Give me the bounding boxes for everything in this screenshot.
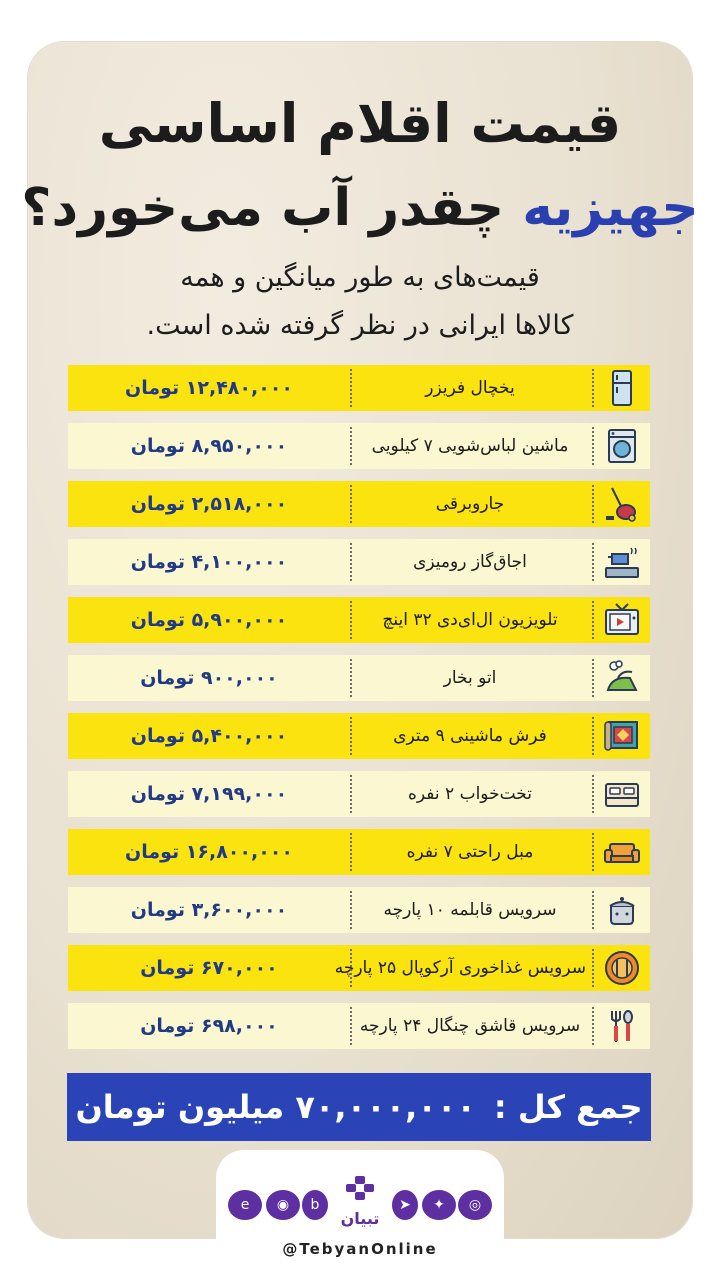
item-name: سرویس قاشق چنگال ۲۴ پارچه — [359, 1016, 581, 1036]
row-separator — [350, 1007, 352, 1045]
price-row — [68, 365, 650, 411]
row-separator — [350, 601, 352, 639]
washing-machine-icon — [602, 426, 642, 466]
dinner-plate-icon — [602, 948, 642, 988]
tv-icon — [602, 600, 642, 640]
row-separator — [350, 891, 352, 929]
item-price: ۵,۴۰۰,۰۰۰ تومان — [130, 725, 288, 747]
row-separator — [350, 717, 352, 755]
item-price: ۸,۹۵۰,۰۰۰ تومان — [130, 435, 288, 457]
price-row — [68, 1003, 650, 1049]
total-label: جمع کل : — [493, 1088, 643, 1126]
price-row — [68, 481, 650, 527]
row-separator — [592, 775, 594, 813]
total-value: ۷۰,۰۰۰,۰۰۰ میلیون تومان — [75, 1088, 476, 1126]
item-price: ۱۶,۸۰۰,۰۰۰ تومان — [125, 841, 293, 863]
price-row — [68, 945, 650, 991]
row-separator — [350, 543, 352, 581]
item-name: مبل راحتی ۷ نفره — [406, 842, 534, 862]
twitter-icon[interactable]: ✦ — [422, 1190, 456, 1220]
item-price: ۶۹۸,۰۰۰ تومان — [140, 1015, 278, 1037]
rubika-icon[interactable]: ◉ — [266, 1190, 300, 1220]
tebyan-logo-icon — [342, 1176, 378, 1206]
price-row — [68, 829, 650, 875]
item-name: جاروبرقی — [435, 494, 505, 514]
carpet-icon — [602, 716, 642, 756]
item-name: ماشین لباس‌شویی ۷ کیلویی — [371, 436, 569, 456]
row-separator — [592, 891, 594, 929]
item-price: ۳,۶۰۰,۰۰۰ تومان — [130, 899, 288, 921]
item-name: سرویس قابلمه ۱۰ پارچه — [383, 900, 557, 920]
bed-icon — [602, 774, 642, 814]
brand-name: تبیان — [340, 1209, 380, 1228]
row-separator — [592, 601, 594, 639]
steam-iron-icon — [602, 658, 642, 698]
row-separator — [350, 775, 352, 813]
row-separator — [592, 369, 594, 407]
price-row — [68, 423, 650, 469]
subtitle-line2: کالاها ایرانی در نظر گرفته شده است. — [146, 310, 574, 341]
item-name: اجاق‌گاز رومیزی — [413, 552, 527, 572]
item-name: تخت‌خواب ۲ نفره — [408, 784, 532, 804]
row-separator — [592, 833, 594, 871]
price-row — [68, 771, 650, 817]
price-row — [68, 655, 650, 701]
item-price: ۷,۱۹۹,۰۰۰ تومان — [130, 783, 288, 805]
title-rest: چقدر آب می‌خورد؟ — [21, 178, 505, 238]
row-separator — [592, 485, 594, 523]
item-price: ۵,۹۰۰,۰۰۰ تومان — [130, 609, 288, 631]
item-price: ۴,۱۰۰,۰۰۰ تومان — [130, 551, 288, 573]
subtitle-line1: قیمت‌های به طور میانگین و همه — [180, 262, 540, 293]
item-name: تلویزیون ال‌ای‌دی ۳۲ اینچ — [382, 610, 558, 630]
gas-stove-icon — [602, 542, 642, 582]
item-price: ۱۲,۴۸۰,۰۰۰ تومان — [125, 377, 293, 399]
item-name: سرویس غذاخوری آرکوپال ۲۵ پارچه — [334, 958, 586, 978]
item-price: ۶۷۰,۰۰۰ تومان — [140, 957, 278, 979]
page-title-line2 — [0, 178, 720, 238]
pot-icon — [602, 890, 642, 930]
bale-icon[interactable]: b — [302, 1190, 328, 1220]
instagram-icon[interactable]: ◎ — [458, 1190, 492, 1220]
row-separator — [350, 659, 352, 697]
vacuum-cleaner-icon — [602, 484, 642, 524]
item-price: ۲,۵۱۸,۰۰۰ تومان — [130, 493, 288, 515]
telegram-icon[interactable]: ➤ — [392, 1190, 418, 1220]
row-separator — [592, 1007, 594, 1045]
sofa-icon — [602, 832, 642, 872]
social-handle: @TebyanOnline — [282, 1240, 438, 1258]
row-separator — [592, 659, 594, 697]
price-row — [68, 539, 650, 585]
item-name: فرش ماشینی ۹ متری — [393, 726, 547, 746]
row-separator — [350, 485, 352, 523]
row-separator — [350, 833, 352, 871]
item-name: اتو بخار — [443, 668, 497, 688]
brand-logo — [310, 1176, 410, 1228]
item-price: ۹۰۰,۰۰۰ تومان — [140, 667, 278, 689]
item-name: یخچال فریزر — [425, 378, 515, 398]
row-separator — [350, 427, 352, 465]
price-row — [68, 597, 650, 643]
page-title: قیمت اقلام اساسی — [98, 92, 622, 155]
row-separator — [592, 949, 594, 987]
price-row — [68, 887, 650, 933]
row-separator — [592, 717, 594, 755]
eitaa-icon[interactable]: e — [228, 1190, 262, 1220]
row-separator — [350, 369, 352, 407]
total-banner — [67, 1073, 651, 1141]
row-separator — [592, 427, 594, 465]
title-highlight: جهیزیه — [522, 178, 699, 238]
row-separator — [350, 949, 352, 987]
price-row — [68, 713, 650, 759]
fridge-icon — [602, 368, 642, 408]
cutlery-icon — [602, 1006, 642, 1046]
row-separator — [592, 543, 594, 581]
